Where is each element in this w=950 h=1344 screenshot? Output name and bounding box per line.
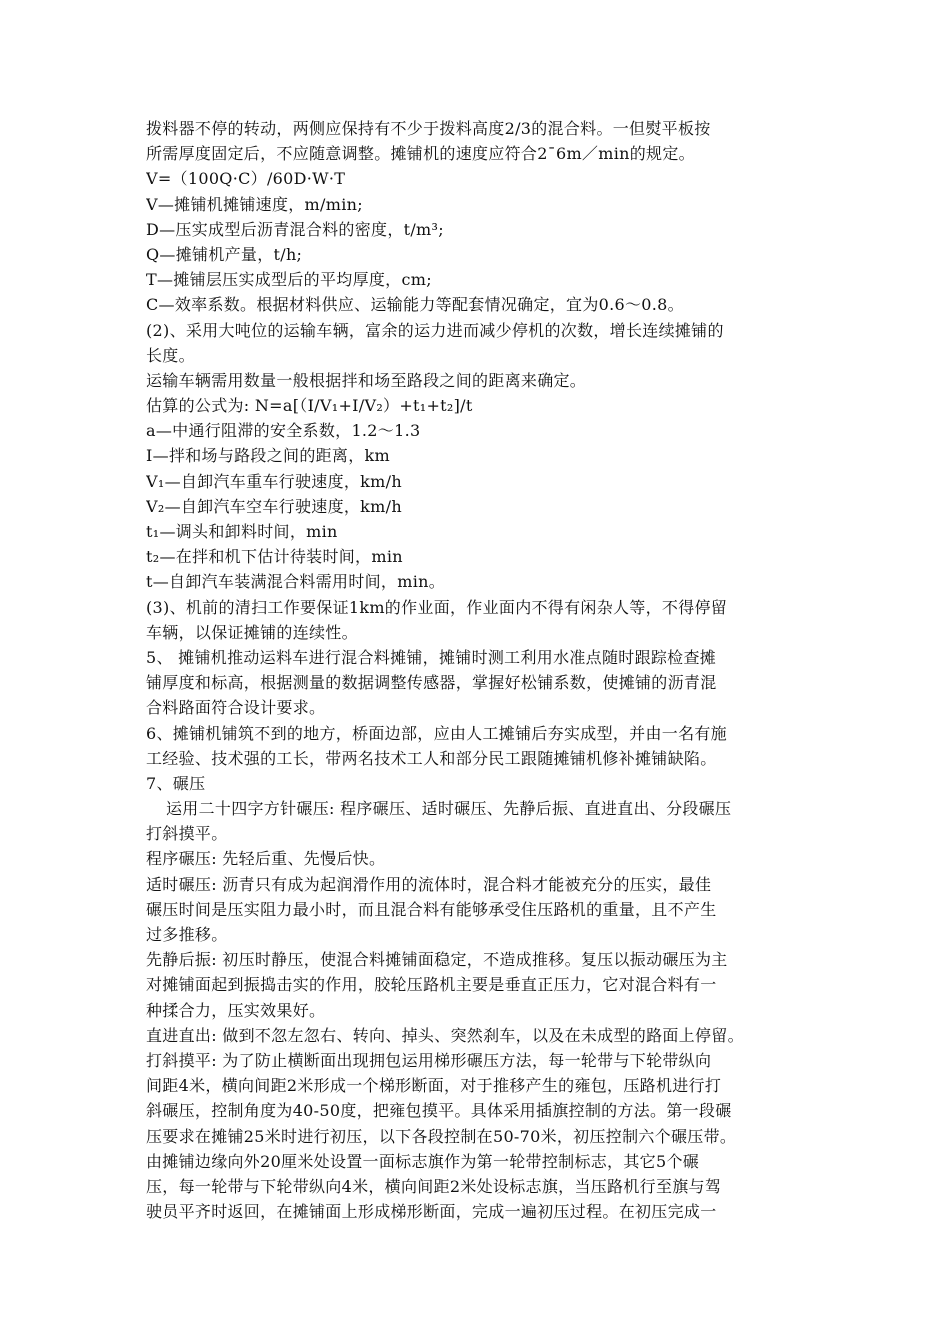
text-line: 运用二十四字方针碾压: 程序碾压、适时碾压、先静后振、直进直出、分段碾压: [166, 799, 732, 819]
text-line: 所需厚度固定后，不应随意调整。摊铺机的速度应符合2¯6m／min的规定。: [146, 144, 695, 164]
text-line: 运输车辆需用数量一般根据拌和场至路段之间的距离来确定。: [146, 370, 587, 390]
text-line: 先静后振: 初压时静压，使混合料摊铺面稳定，不造成推移。复压以振动碾压为主: [146, 950, 728, 970]
text-line: 铺厚度和标高，根据测量的数据调整传感器，掌握好松铺系数，使摊铺的沥青混: [146, 673, 717, 693]
text-line: 5、 摊铺机推动运料车进行混合料摊铺，摊铺时测工利用水准点随时跟踪检查摊: [146, 647, 717, 667]
text-line: V₂—自卸汽车空车行驶速度，km/h: [146, 496, 402, 516]
text-line: 打斜摸平: 为了防止横断面出现拥包运用梯形碾压方法，每一轮带与下轮带纵向: [146, 1050, 712, 1070]
text-line: V—摊铺机摊铺速度，m/min;: [146, 194, 363, 214]
text-line: t₁—调头和卸料时间，min: [146, 522, 338, 541]
section-heading: 7、碾压: [146, 773, 206, 793]
text-line: I—拌和场与路段之间的距离，km: [146, 446, 390, 466]
text-line: D—压实成型后沥青混合料的密度，t/m³;: [146, 219, 444, 239]
text-line: Q—摊铺机产量，t/h;: [146, 244, 303, 264]
text-line: 车辆，以保证摊铺的连续性。: [146, 622, 358, 642]
text-line: 合料路面符合设计要求。: [146, 698, 326, 718]
text-line: 对摊铺面起到振捣击实的作用，胶轮压路机主要是垂直正压力，它对混合料有一: [146, 975, 717, 995]
text-line: 压，每一轮带与下轮带纵向4米，横向间距2米处设标志旗，当压路机行至旗与驾: [146, 1176, 722, 1196]
text-line: 适时碾压: 沥青只有成为起润滑作用的流体时，混合料才能被充分的压实，最佳: [146, 874, 712, 894]
text-line: 过多推移。: [146, 925, 228, 944]
text-line: 6、摊铺机铺筑不到的地方，桥面边部，应由人工摊铺后夯实成型，并由一名有施: [146, 723, 727, 743]
text-line: (2)、采用大吨位的运输车辆，富余的运力进而减少停机的次数，增长连续摊铺的: [146, 320, 724, 340]
text-line: 压要求在摊铺25米时进行初压，以下各段控制在50-70米，初压控制六个碾压带。: [146, 1126, 737, 1146]
text-line: 程序碾压: 先轻后重、先慢后快。: [146, 849, 386, 869]
body-text: [146, 116, 826, 1224]
text-line: a—中通行阻滞的安全系数，1.2～1.3: [146, 421, 421, 441]
text-line: 斜碾压，控制角度为40-50度，把雍包摸平。具体采用插旗控制的方法。第一段碾: [146, 1101, 732, 1121]
text-line: 间距4米，横向间距2米形成一个梯形断面，对于推移产生的雍包，压路机进行打: [146, 1076, 722, 1096]
text-line: V₁—自卸汽车重车行驶速度，km/h: [146, 471, 402, 491]
text-line: (3)、机前的清扫工作要保证1km的作业面，作业面内不得有闲杂人等，不得停留: [146, 597, 728, 617]
formula-line: 估算的公式为: N=a[（I/V₁+I/V₂）+t₁+t₂]/t: [146, 396, 473, 416]
text-line: 工经验、技术强的工长，带两名技术工人和部分民工跟随摊铺机修补摊铺缺陷。: [146, 748, 717, 768]
text-line: 种揉合力，压实效果好。: [146, 1000, 326, 1020]
text-line: 直进直出: 做到不忽左忽右、转向、掉头、突然刹车，以及在未成型的路面上停留。: [146, 1025, 744, 1045]
text-line: 由摊铺边缘向外20厘米处设置一面标志旗作为第一轮带控制标志，其它5个碾: [146, 1151, 700, 1171]
text-line: 碾压时间是压实阻力最小时，而且混合料有能够承受住压路机的重量，且不产生: [146, 899, 717, 919]
text-line: 拨料器不停的转动，两侧应保持有不少于拨料高度2/3的混合料。一但熨平板按: [146, 119, 711, 138]
text-line: t₂—在拌和机下估计待装时间，min: [146, 547, 403, 567]
text-line: 打斜摸平。: [146, 824, 228, 844]
text-line: 驶员平齐时返回，在摊铺面上形成梯形断面，完成一遍初压过程。在初压完成一: [146, 1202, 717, 1222]
text-line: C—效率系数。根据材料供应、运输能力等配套情况确定，宜为0.6～0.8。: [146, 295, 684, 315]
formula-line: V=（100Q·C）/60D·W·T: [146, 169, 346, 189]
text-line: T—摊铺层压实成型后的平均厚度，cm;: [146, 270, 432, 290]
text-line: t—自卸汽车装满混合料需用时间，min。: [146, 572, 446, 592]
text-line: 长度。: [146, 345, 195, 365]
